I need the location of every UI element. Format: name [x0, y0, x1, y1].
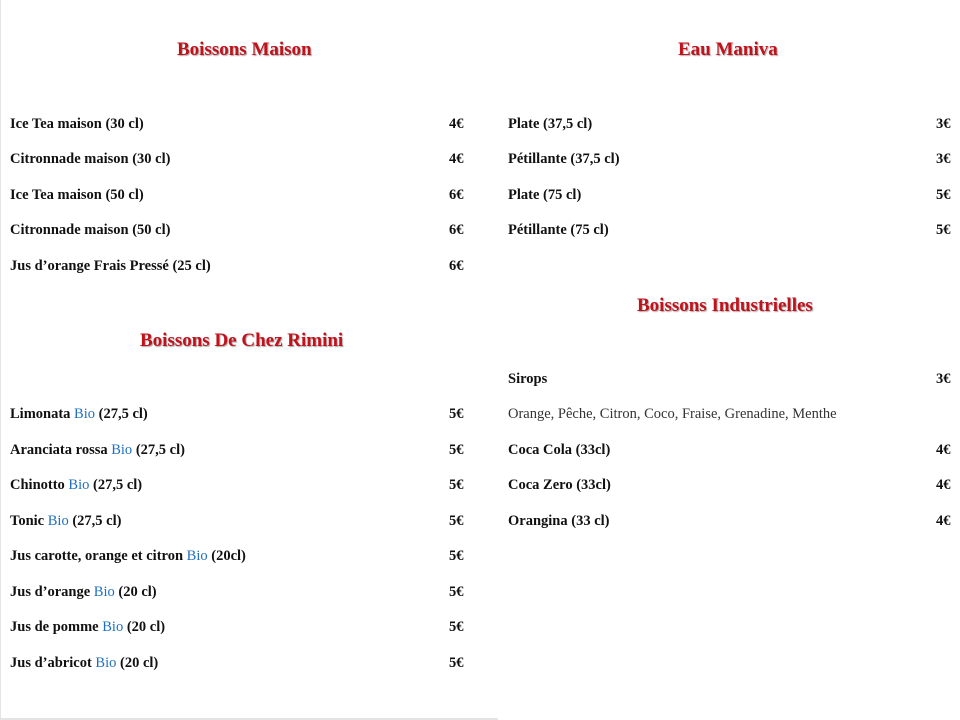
bio-label: Bio — [47, 513, 69, 529]
item-price: 5€ — [936, 187, 951, 203]
item-name: Orangina (33 cl) — [508, 513, 610, 529]
item-price: 4€ — [936, 477, 951, 493]
item-price: 3€ — [936, 116, 951, 132]
bio-label: Bio — [111, 442, 133, 458]
menu-item — [508, 151, 620, 168]
section-title-boissons-rimini: Boissons De Chez Rimini — [140, 330, 344, 351]
item-name: Chinotto — [10, 477, 65, 493]
item-name: Plate (37,5 cl) — [508, 116, 593, 132]
item-price: 3€ — [936, 371, 951, 387]
menu-item — [508, 222, 609, 239]
menu-item — [10, 548, 246, 565]
bio-label: Bio — [102, 619, 124, 635]
item-volume: (20 cl) — [118, 584, 157, 600]
item-name: Citronnade maison (50 cl) — [10, 222, 171, 238]
bio-label: Bio — [68, 477, 90, 493]
item-volume: (27,5 cl) — [93, 477, 143, 493]
item-name: Tonic — [10, 513, 45, 529]
item-name: Aranciata rossa — [10, 442, 108, 458]
menu-item — [10, 116, 144, 133]
menu-item — [10, 222, 170, 239]
item-price: 4€ — [936, 513, 951, 529]
item-price: 5€ — [449, 442, 464, 458]
item-volume: (27,5 cl) — [72, 513, 122, 529]
menu-item — [10, 406, 148, 423]
menu-item-sirops — [508, 371, 547, 388]
menu-item — [508, 116, 592, 133]
item-volume: (20cl) — [211, 548, 246, 564]
item-price: 5€ — [449, 655, 464, 671]
item-name: Coca Cola (33cl) — [508, 442, 611, 458]
item-price: 6€ — [449, 222, 464, 238]
item-name: Plate (75 cl) — [508, 187, 582, 203]
item-price: 4€ — [449, 116, 464, 132]
menu-item — [10, 655, 158, 672]
item-price: 5€ — [449, 477, 464, 493]
section-title-boissons-maison: Boissons Maison — [177, 39, 312, 60]
item-price: 5€ — [449, 619, 464, 635]
bio-label: Bio — [95, 655, 117, 671]
item-name: Ice Tea maison (50 cl) — [10, 187, 144, 203]
item-price: 5€ — [449, 584, 464, 600]
section-title-eau-maniva: Eau Maniva — [678, 39, 778, 60]
menu-item — [508, 513, 610, 530]
item-name: Ice Tea maison (30 cl) — [10, 116, 144, 132]
item-name: Jus d’orange Frais Pressé (25 cl) — [10, 258, 211, 274]
item-volume: (27,5 cl) — [135, 442, 185, 458]
item-name: Jus carotte, orange et citron — [10, 548, 184, 564]
section-title-boissons-industrielles: Boissons Industrielles — [637, 295, 813, 316]
menu-item — [508, 477, 611, 494]
item-name: Jus d’orange — [10, 584, 91, 600]
bio-label: Bio — [93, 584, 115, 600]
bio-label: Bio — [186, 548, 208, 564]
flavors-text: Orange, Pêche, Citron, Coco, Fraise, Grenadine, Menthe — [508, 406, 837, 422]
item-name: Limonata — [10, 406, 71, 422]
item-price: 5€ — [449, 406, 464, 422]
menu-item — [10, 442, 185, 459]
sirops-flavors — [508, 406, 837, 423]
menu-item — [10, 151, 170, 168]
page-edge-left — [0, 0, 1, 720]
item-name: Citronnade maison (30 cl) — [10, 151, 171, 167]
menu-item — [508, 187, 581, 204]
item-volume: (27,5 cl) — [98, 406, 148, 422]
menu-item — [10, 584, 157, 601]
item-volume: (20 cl) — [126, 619, 166, 635]
item-price: 4€ — [449, 151, 464, 167]
menu-item — [10, 187, 144, 204]
menu-item — [10, 477, 142, 494]
item-name: Coca Zero (33cl) — [508, 477, 611, 493]
item-price: 4€ — [936, 442, 951, 458]
menu-item — [10, 619, 165, 636]
item-price: 5€ — [449, 548, 464, 564]
item-price: 5€ — [936, 222, 951, 238]
item-price: 6€ — [449, 187, 464, 203]
item-name: Jus de pomme — [10, 619, 99, 635]
item-price: 6€ — [449, 258, 464, 274]
item-name: Pétillante (37,5 cl) — [508, 151, 620, 167]
menu-item — [10, 258, 211, 275]
item-price: 3€ — [936, 151, 951, 167]
menu-item — [10, 513, 121, 530]
item-name: Jus d’abricot — [10, 655, 92, 671]
menu-item — [508, 442, 610, 459]
item-volume: (20 cl) — [119, 655, 159, 671]
item-price: 5€ — [449, 513, 464, 529]
item-name: Pétillante (75 cl) — [508, 222, 609, 238]
item-name: Sirops — [508, 371, 548, 387]
bio-label: Bio — [74, 406, 95, 422]
